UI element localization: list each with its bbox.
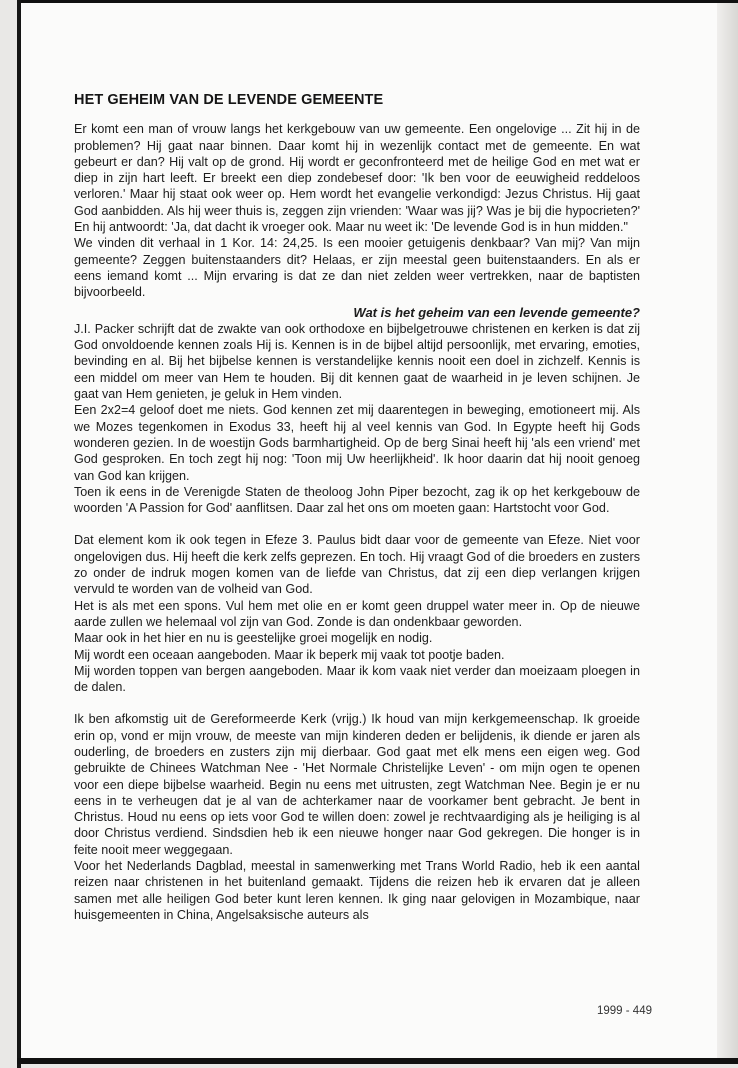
paragraph: Maar ook in het hier en nu is geestelijke groei mogelijk en nodig. <box>74 631 433 646</box>
article-title: HET GEHEIM VAN DE LEVENDE GEMEENTE <box>74 92 384 108</box>
scan-left-border <box>17 0 21 1068</box>
paragraph: Mij wordt een oceaan aangeboden. Maar ik beperk mij vaak tot pootje baden. <box>74 647 505 662</box>
paragraph-gap <box>74 516 640 532</box>
paragraph: We vinden dit verhaal in 1 Kor. 14: 24,25. Is een mooier getuigenis denkbaar? Van mij? Van mijn gemeente? Zeggen buitenstaanders dit? Helaas, er zijn meestal geen buitenstaanders. En als er eens iemand komt ... Mijn ervaring is dat ze dan niet zelden weer vertrekken, naar de baptisten bijvoorbeeld. <box>74 236 640 300</box>
paragraph: Er komt een man of vrouw langs het kerkgebouw van uw gemeente. Een ongelovige ... Zit hij in de problemen? Hij gaat naar binnen. Daar komt hij in wezenlijk contact met de gemeente. En wat gebeurt er dan? Hij valt op de grond. Hij wordt er geconfronteerd met de heilige God en met wat er diep in zijn hart leeft. Er breekt een diep zondebesef door: 'Ik ben voor de eeuwigheid reddeloos verloren.' Maar hij staat ook weer op. Hem wordt het evangelie verkondigd: Jezus Christus. Hij gaat God aanbidden. Als hij weer thuis is, zeggen zijn vrienden: 'Waar was jij? Was je bij die hypocrieten?' En hij antwoordt: 'Ja, dat dacht ik vroeger ook. Maar nu weet ik: 'De levende God is in hun midden." <box>74 122 640 235</box>
paragraph: Voor het Nederlands Dagblad, meestal in samenwerking met Trans World Radio, heb ik een aantal reizen naar christenen in het buitenland gemaakt. Tijdens die reizen heb ik ervaren dat je alleen samen met alle heiligen God beter kunt leren kennen. Ik ging naar gelovigen in Mozambique, naar huisgemeenten in China, Angelsaksische auteurs als <box>74 859 640 922</box>
paragraph: Het is als met een spons. Vul hem met olie en er komt geen druppel water meer in. Op de nieuwe aarde zullen we helemaal vol zijn van God. Zonde is dan ondenkbaar geworden. <box>74 598 640 629</box>
page-edge-shadow <box>717 3 738 1058</box>
paragraph: Toen ik eens in de Verenigde Staten de theoloog John Piper bezocht, zag ik op het kerkgebouw de woorden 'A Passion for God' aanflitsen. Daar zal het ons om moeten gaan: Hartstocht voor God. <box>74 484 640 516</box>
page-number: 1999 - 449 <box>597 1005 652 1017</box>
paragraph: Ik ben afkomstig uit de Gereformeerde Kerk (vrijg.) Ik houd van mijn kerkgemeenschap. Ik groeide erin op, vond er mijn vrouw, de meeste van mijn kinderen deden er belijdenis, ik diende er jaren als ouderling, de broeders en zusters zijn mij dierbaar. God gaat met elk mens een eigen weg. God gebruikte de Chinees Watchman Nee - 'Het Normale Christelijke Leven' - om mijn ogen te openen voor een diepe bijbelse waarheid. Begin nu eens met uitrusten, zegt Watchman Nee. Begin je er nu eens in te verheugen dat je al van de achterkamer naar de voorkamer bent gebracht. Je bent in Christus. Houd nu eens op iets voor God te willen doen: zowel je rechtvaardiging als je heiliging is al door Christus verdiend. Sindsdien heb ik een nieuwe honger naar God gekregen. Die honger is in feite nooit meer weggegaan. <box>74 712 640 857</box>
scan-bottom-border <box>17 1058 738 1064</box>
paragraph-gap <box>74 695 640 711</box>
article-body <box>74 92 640 923</box>
paragraph: Dat element kom ik ook tegen in Efeze 3. Paulus bidt daar voor de gemeente van Efeze. Niet voor ongelovigen dus. Hij heeft die kerk zelfs geprezen. En toch. Hij vraagt God of die broeders en zusters zo onder de indruk mogen komen van de liefde van Christus, dat zij een diep verlangen krijgen vervuld te worden van de volheid van God. <box>74 533 640 597</box>
paragraph: Een 2x2=4 geloof doet me niets. God kennen zet mij daarentegen in beweging, emotioneert mij. Als we Mozes tegenkomen in Exodus 33, heeft hij al veel kennis van God. In Egypte heeft hij Gods wonderen gezien. In de woestijn Gods barmhartigheid. Op de berg Sinai heeft hij 'als een vriend' met God gesproken. En toch zegt hij nog: 'Toon mij Uw heerlijkheid'. Ik hoor daarin dat hij nooit genoeg van God kan krijgen. <box>74 403 640 483</box>
paragraph: J.I. Packer schrijft dat de zwakte van ook orthodoxe en bijbelgetrouwe christenen en kerken is dat zij God onvoldoende kennen zoals Hij is. Kennen is in de bijbel altijd persoonlijk, met ervaring, emoties, bevinding en al. Bij het bijbelse kennen is verstandelijke kennis nooit een doel in zichzelf. Kennis is een middel om meer van Hem te houden. Bij dit kennen gaat de waarheid in je leven schijnen. Je gaat van Hem genieten, je geluk in Hem vinden. <box>74 321 640 402</box>
paragraph: Mij worden toppen van bergen aangeboden. Maar ik kom vaak niet verder dan moeizaam ploegen in de dalen. <box>74 663 640 695</box>
section-subheading: Wat is het geheim van een levende gemeente? <box>353 304 640 320</box>
